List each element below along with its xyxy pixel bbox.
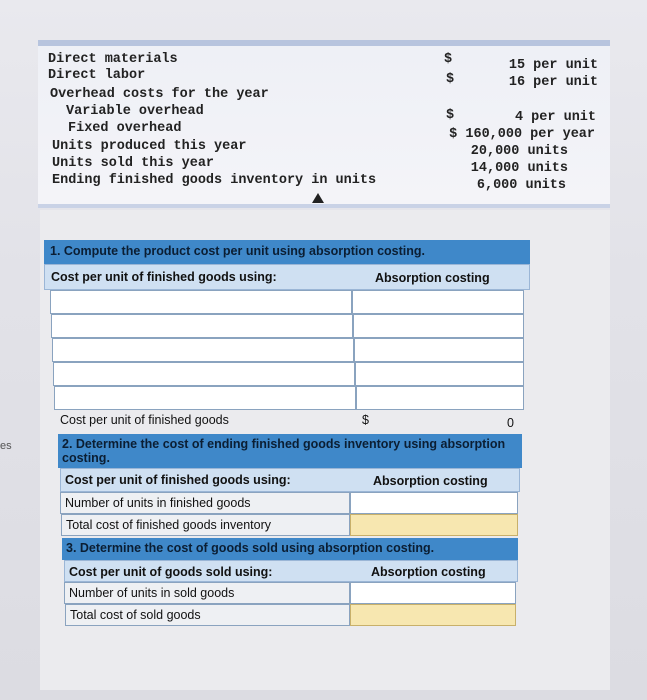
row-units-produced-value: 20,000 units: [470, 144, 568, 159]
row-units-sold-value: 14,000 units: [470, 161, 568, 176]
row-ending-inventory-value: 6,000 units: [476, 178, 566, 193]
part3-header-right: Absorption costing: [371, 565, 486, 579]
part3-title: 3. Determine the cost of goods sold using absorption costing.: [66, 541, 435, 555]
part1-row3-label-input[interactable]: [52, 338, 354, 362]
part1-row2-amount-input[interactable]: [353, 314, 524, 338]
row-units-produced-label: Units produced this year: [52, 139, 247, 154]
part3-title-bar: [62, 538, 518, 560]
part2-row2-label-cell: [61, 514, 350, 536]
part1-total-value: 0: [507, 416, 514, 430]
row-direct-materials-label: Direct materials: [48, 52, 178, 67]
row-direct-materials-value: 15 per unit: [508, 58, 598, 73]
row-direct-labor-value: 16 per unit: [508, 75, 598, 90]
part3-row2-label: Total cost of sold goods: [70, 608, 201, 622]
part1-row1-amount-input[interactable]: [352, 290, 524, 314]
part1-row3-amount-input[interactable]: [354, 338, 524, 362]
row-ending-inventory-label: Ending finished goods inventory in units: [52, 173, 377, 188]
part1-row2-label-input[interactable]: [51, 314, 353, 338]
part2-row2-total-box: [350, 514, 518, 536]
part3-row1-label: Number of units in sold goods: [69, 586, 235, 600]
part1-title-bar: [44, 240, 530, 264]
row-fixed-overhead-label: Fixed overhead: [68, 121, 182, 136]
part1-header-left: Cost per unit of finished goods using:: [51, 270, 277, 284]
row-direct-labor-label: Direct labor: [48, 68, 146, 83]
row-variable-overhead-label: Variable overhead: [66, 104, 204, 119]
part2-header-row: [60, 468, 520, 492]
row-direct-labor-symbol: $: [446, 72, 455, 87]
part3-row1-label-cell: [64, 582, 350, 604]
row-variable-overhead-value: 4 per unit: [514, 110, 596, 125]
part1-header-row: [44, 264, 530, 290]
part2-title-bar: [58, 434, 522, 468]
part1-row4-label-input[interactable]: [53, 362, 355, 386]
part1-title: 1. Compute the product cost per unit using absorption costing.: [50, 244, 426, 258]
cropped-side-text: es: [0, 440, 12, 452]
row-variable-overhead-symbol: $: [446, 108, 455, 123]
part2-title: 2. Determine the cost of ending finished goods inventory using absorption costing.: [62, 437, 506, 465]
part3-row2-total-box: [350, 604, 516, 626]
part1-total-label: Cost per unit of finished goods: [60, 413, 229, 427]
part1-row5-label-input[interactable]: [54, 386, 356, 410]
row-direct-materials-symbol: $: [444, 52, 453, 67]
row-overhead-header-label: Overhead costs for the year: [50, 87, 269, 102]
part3-header-row: [64, 560, 518, 582]
part2-header-left: Cost per unit of finished goods using:: [65, 473, 291, 487]
mouse-cursor-icon: [312, 193, 324, 203]
part1-total-symbol: $: [362, 413, 369, 427]
part2-row1-label-cell: [60, 492, 350, 514]
part1-row4-amount-input[interactable]: [355, 362, 524, 386]
part3-row2-label-cell: [65, 604, 350, 626]
row-units-sold-label: Units sold this year: [52, 156, 215, 171]
part1-header-right: Absorption costing: [375, 271, 490, 285]
part3-row1-input[interactable]: [350, 582, 516, 604]
part2-row1-label: Number of units in finished goods: [65, 496, 251, 510]
part1-total-box: [356, 412, 521, 434]
part1-row1-label-input[interactable]: [50, 290, 352, 314]
part2-row1-input[interactable]: [350, 492, 518, 514]
part2-header-right: Absorption costing: [373, 474, 488, 488]
part1-row5-amount-input[interactable]: [356, 386, 524, 410]
part2-row2-label: Total cost of finished goods inventory: [66, 518, 271, 532]
row-fixed-overhead-value: $ 160,000 per year: [449, 127, 595, 142]
part3-header-left: Cost per unit of goods sold using:: [69, 565, 273, 579]
